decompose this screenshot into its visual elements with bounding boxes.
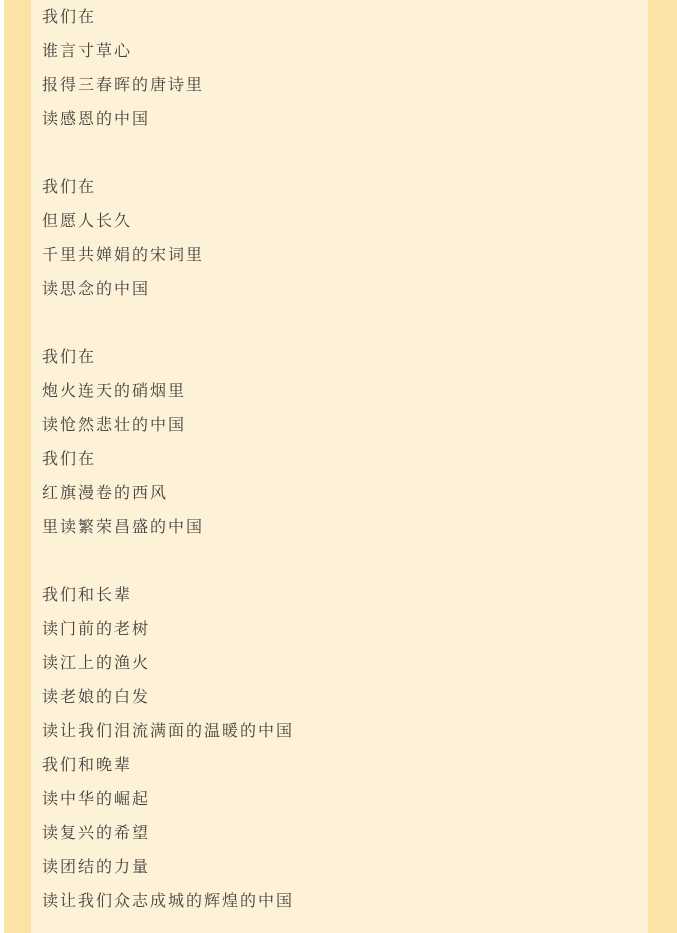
- poem-line: 读江上的渔火: [42, 653, 151, 672]
- poem-line: 谁言寸草心: [42, 41, 133, 60]
- poem-stanza-3: [42, 340, 640, 544]
- poem-line: 我们和晚辈: [42, 755, 133, 774]
- poem-line: 我们在: [42, 177, 97, 196]
- poem-stanza-2: [42, 170, 640, 306]
- poem-line: 读让我们众志成城的辉煌的中国: [42, 891, 295, 910]
- poem-line: 读团结的力量: [42, 857, 151, 876]
- poem-line: 读复兴的希望: [42, 823, 151, 842]
- poem-line: 读中华的崛起: [42, 789, 151, 808]
- poem-stanza-4: [42, 578, 640, 918]
- poem-content: [31, 0, 648, 933]
- poem-line: 里读繁荣昌盛的中国: [42, 517, 205, 536]
- poem-line: 炮火连天的硝烟里: [42, 381, 187, 400]
- poem-line: 报得三春晖的唐诗里: [42, 75, 205, 94]
- poem-line: 读思念的中国: [42, 279, 151, 298]
- poem-line: 千里共婵娟的宋词里: [42, 245, 205, 264]
- poem-line: 我们在: [42, 347, 97, 366]
- poem-stanza-1: [42, 0, 640, 136]
- poem-line: 读让我们泪流满面的温暖的中国: [42, 721, 295, 740]
- poem-line: 我们在: [42, 7, 97, 26]
- poem-line: 读怆然悲壮的中国: [42, 415, 187, 434]
- poem-line: 读感恩的中国: [42, 109, 151, 128]
- poem-line: 我们在: [42, 449, 97, 468]
- poem-line: 读老娘的白发: [42, 687, 151, 706]
- poem-line: 我们和长辈: [42, 585, 133, 604]
- article-card: [4, 0, 677, 933]
- poem-line: 读门前的老树: [42, 619, 151, 638]
- poem-line: 但愿人长久: [42, 211, 133, 230]
- poem-line: 红旗漫卷的西风: [42, 483, 169, 502]
